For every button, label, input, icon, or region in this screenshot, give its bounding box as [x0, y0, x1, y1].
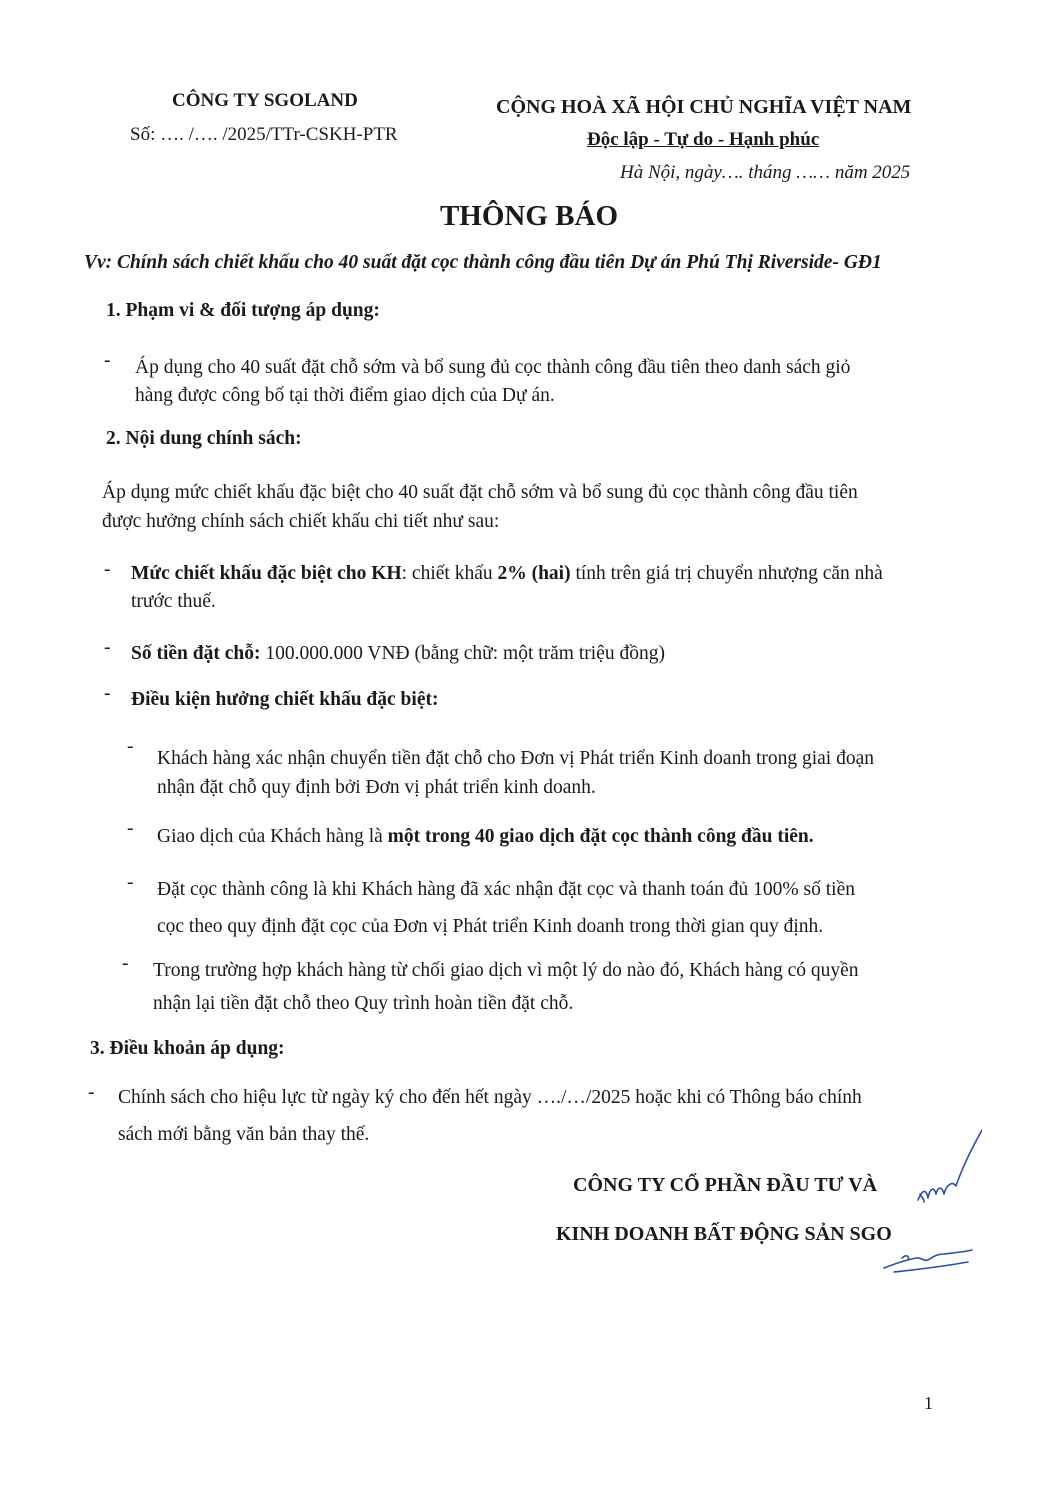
discount-text-b: tính trên giá trị chuyển nhượng căn nhà [570, 563, 883, 584]
sub-bullet-dash: - [127, 872, 134, 893]
section-3-heading: 3. Điều khoản áp dụng: [90, 1038, 285, 1059]
condition-1-line-1: Khách hàng xác nhận chuyển tiền đặt chỗ cho Đơn vị Phát triển Kinh doanh trong giai đoạn [157, 748, 874, 769]
condition-3-line-1: Đặt cọc thành công là khi Khách hàng đã xác nhận đặt cọc và thanh toán đủ 100% số tiền [157, 879, 855, 900]
page-number: 1 [924, 1393, 933, 1413]
national-motto: Độc lập - Tự do - Hạnh phúc [587, 129, 820, 150]
deposit-label: Số tiền đặt chỗ: [131, 643, 261, 664]
bullet-dash: - [88, 1082, 95, 1103]
condition-1-line-2: nhận đặt chỗ quy định bởi Đơn vị phát triển kinh doanh. [157, 777, 596, 798]
condition-4-line-2: nhận lại tiền đặt chỗ theo Quy trình hoàn tiền đặt chỗ. [153, 993, 574, 1014]
discount-value: 2% (hai) [497, 563, 571, 584]
section-1-line-1: Áp dụng cho 40 suất đặt chỗ sớm và bổ sung đủ cọc thành công đầu tiên theo danh sách giỏ [135, 357, 851, 378]
section-1-line-2: hàng được công bố tại thời điểm giao dịch của Dự án. [135, 385, 555, 406]
document-number: Số: …. /…. /2025/TTr-CSKH-PTR [130, 124, 398, 145]
sub-bullet-dash: - [127, 736, 134, 757]
bullet-dash: - [104, 683, 111, 704]
document-subject: Vv: Chính sách chiết khấu cho 40 suất đặt cọc thành công đầu tiên Dự án Phú Thị Riverside- GĐ1 [84, 252, 882, 273]
condition-2 [157, 826, 814, 848]
discount-text-a: : chiết khấu [401, 563, 498, 584]
deposit-value: 100.000.000 VNĐ (bằng chữ: một trăm triệu đồng) [260, 643, 665, 664]
section-1-heading: 1. Phạm vi & đối tượng áp dụng: [106, 300, 380, 321]
discount-paragraph [131, 563, 883, 585]
signing-company-line-2: KINH DOANH BẤT ĐỘNG SẢN SGO [556, 1223, 892, 1245]
sub-bullet-dash: - [122, 953, 129, 974]
condition-3-line-2: cọc theo quy định đặt cọc của Đơn vị Phát triển Kinh doanh trong thời gian quy định. [157, 916, 824, 937]
conditions-heading: Điều kiện hưởng chiết khấu đặc biệt: [131, 689, 439, 710]
section-2-intro-line-2: được hưởng chính sách chiết khấu chi tiết như sau: [102, 511, 500, 532]
condition-4-line-1: Trong trường hợp khách hàng từ chối giao dịch vì một lý do nào đó, Khách hàng có quyền [153, 960, 859, 981]
sub-bullet-dash: - [127, 818, 134, 839]
company-name-left: CÔNG TY SGOLAND [172, 90, 358, 111]
condition-2-bold: một trong 40 giao dịch đặt cọc thành công đầu tiên. [387, 826, 814, 847]
bullet-dash: - [104, 350, 111, 371]
discount-label: Mức chiết khấu đặc biệt cho KH [131, 563, 402, 584]
handwritten-signature [872, 1128, 982, 1278]
section-2-intro-line-1: Áp dụng mức chiết khấu đặc biệt cho 40 suất đặt chỗ sớm và bổ sung đủ cọc thành công đầu tiên [102, 482, 858, 503]
section-2-heading: 2. Nội dung chính sách: [106, 428, 302, 449]
national-title: CỘNG HOÀ XÃ HỘI CHỦ NGHĨA VIỆT NAM [496, 96, 912, 118]
bullet-dash: - [104, 559, 111, 580]
section-3-line-2: sách mới bằng văn bản thay thế. [118, 1124, 370, 1145]
section-3-line-1: Chính sách cho hiệu lực từ ngày ký cho đến hết ngày …./…/2025 hoặc khi có Thông báo chính [118, 1087, 862, 1108]
deposit-paragraph [131, 643, 665, 665]
discount-line-2: trước thuế. [131, 591, 216, 612]
bullet-dash: - [104, 637, 111, 658]
signing-company-line-1: CÔNG TY CỔ PHẦN ĐẦU TƯ VÀ [573, 1174, 878, 1196]
document-title: THÔNG BÁO [439, 200, 619, 232]
condition-2-prefix: Giao dịch của Khách hàng là [157, 826, 388, 847]
place-date-line: Hà Nội, ngày…. tháng …… năm 2025 [620, 162, 911, 183]
